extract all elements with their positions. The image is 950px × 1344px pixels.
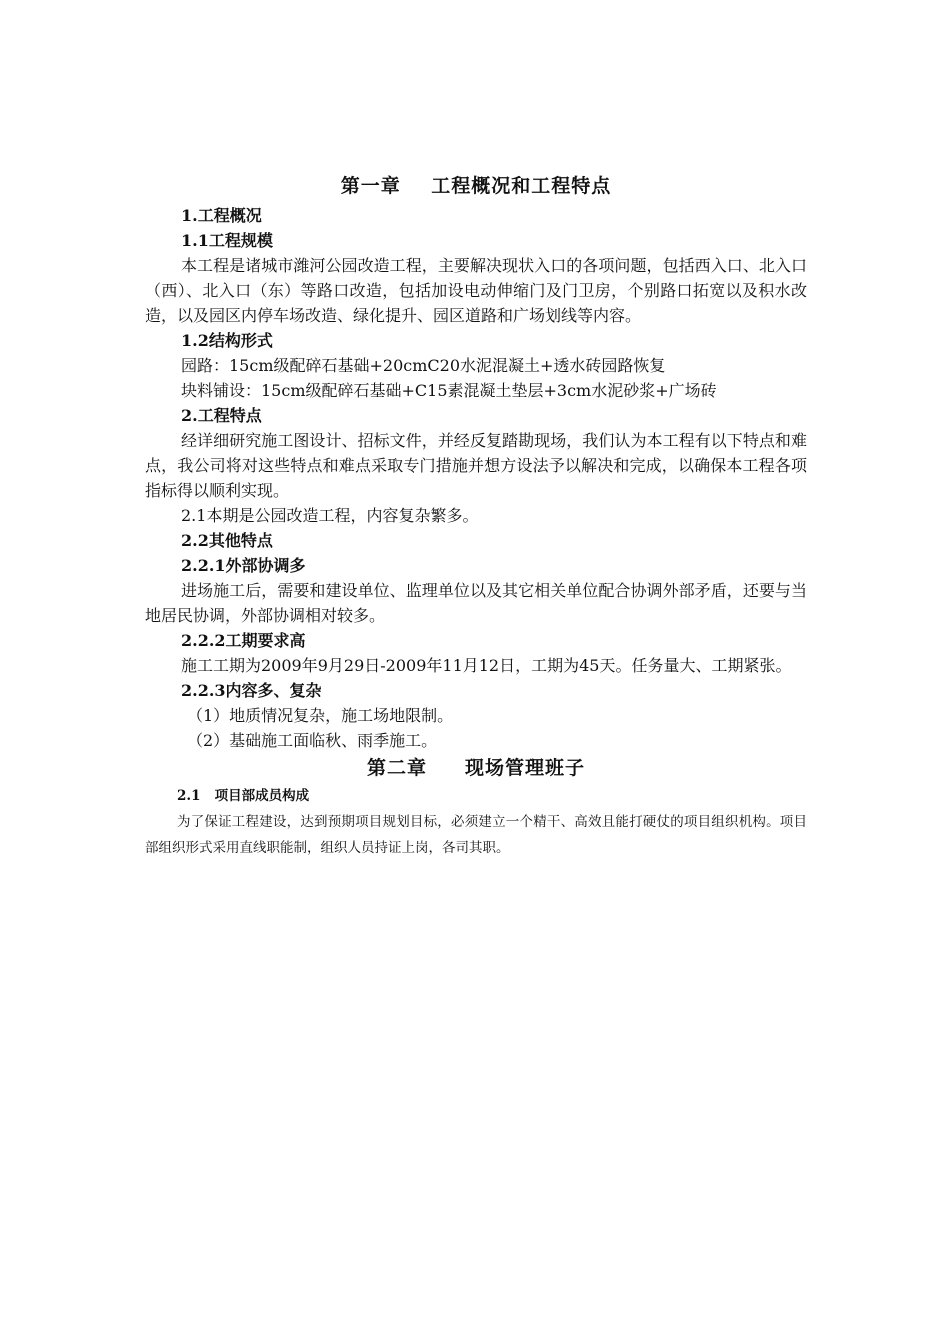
paragraph: 施工工期为2009年9月29日-2009年11月12日，工期为45天。任务量大、工期紧张。 xyxy=(181,656,792,675)
section-heading: 2.2其他特点 xyxy=(181,531,273,550)
section-heading: 1.2结构形式 xyxy=(181,331,273,350)
section-heading: 2.工程特点 xyxy=(181,406,262,425)
paragraph: 进场施工后，需要和建设单位、监理单位以及其它相关单位配合协调外部矛盾，还要与当地居民协调，外部协调相对较多。 xyxy=(145,581,807,625)
paragraph: 为了保证工程建设，达到预期项目规划目标，必须建立一个精干、高效且能打硬仗的项目组织机构。项目部组织形式采用直线职能制，组织人员持证上岗，各司其职。 xyxy=(145,814,807,856)
section-heading: 2.2.3内容多、复杂 xyxy=(181,681,322,700)
paragraph: 园路：15cm级配碎石基础+20cmC20水泥混凝土+透水砖园路恢复 xyxy=(181,356,666,375)
section-heading: 1.1工程规模 xyxy=(181,231,273,250)
paragraph: 2.1本期是公园改造工程，内容复杂繁多。 xyxy=(181,506,479,525)
section-heading: 2.1 项目部成员构成 xyxy=(177,788,310,804)
section-heading: 2.2.1外部协调多 xyxy=(181,556,306,575)
paragraph: 本工程是诸城市潍河公园改造工程，主要解决现状入口的各项问题，包括西入口、北入口（西）、北入口（东）等路口改造，包括加设电动伸缩门及门卫房，个别路口拓宽以及积水改造，以及园区内停车场改造、绿化提升、园区道路和广场划线等内容。 xyxy=(145,256,807,325)
section-heading: 1.工程概况 xyxy=(181,206,262,225)
list-item: （2）基础施工面临秋、雨季施工。 xyxy=(187,731,438,750)
chapter2-title: 第二章 现场管理班子 xyxy=(366,757,586,779)
chapter1-title: 第一章 工程概况和工程特点 xyxy=(340,175,612,197)
paragraph: 块料铺设：15cm级配碎石基础+C15素混凝土垫层+3cm水泥砂浆+广场砖 xyxy=(181,381,717,400)
section-heading: 2.2.2工期要求高 xyxy=(181,631,306,650)
list-item: （1）地质情况复杂，施工场地限制。 xyxy=(187,706,454,725)
paragraph: 经详细研究施工图设计、招标文件，并经反复踏勘现场，我们认为本工程有以下特点和难点，我公司将对这些特点和难点采取专门措施并想方设法予以解决和完成，以确保本工程各项指标得以顺利实现。 xyxy=(145,431,807,500)
document-body xyxy=(145,170,807,861)
